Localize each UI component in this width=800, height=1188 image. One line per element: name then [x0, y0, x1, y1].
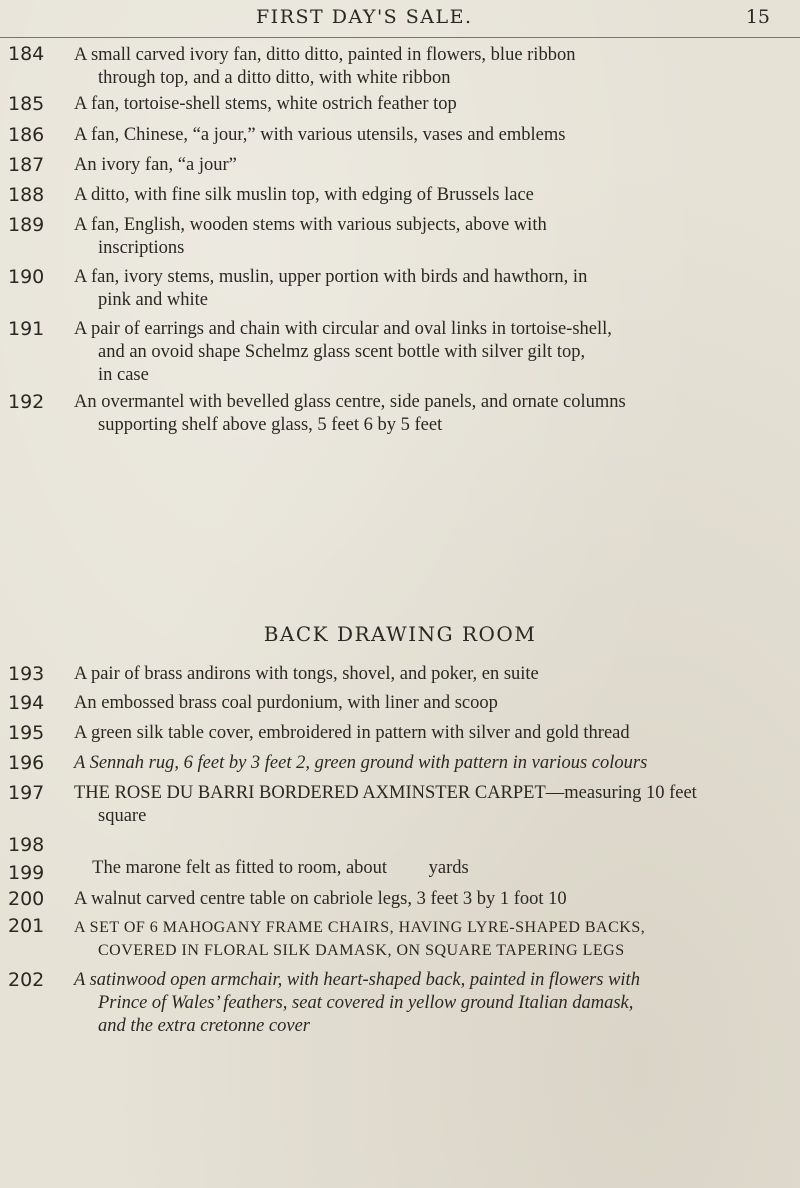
lot-description [74, 124, 790, 147]
page-header [250, 0, 790, 40]
lot-number: 189 [8, 214, 45, 236]
lot-line: A SET OF 6 MAHOGANY FRAME CHAIRS, HAVING LYRE-SHAPED BACKS, [74, 919, 646, 936]
lot-description [74, 214, 790, 260]
lot-description [74, 93, 790, 116]
lot-line: A pair of earrings and chain with circular and oval links in tortoise-shell, [74, 319, 612, 339]
lot-line: A green silk table cover, embroidered in pattern with silver and gold thread [74, 723, 630, 743]
lot-description [74, 44, 790, 90]
lot-description [74, 782, 790, 828]
lot-description [74, 752, 790, 775]
lot-number: 187 [8, 154, 45, 176]
lot-line: and the extra cretonne cover [98, 1016, 310, 1036]
lot-description [74, 663, 790, 686]
lot-line: An overmantel with bevelled glass centre, side panels, and ornate columns [74, 392, 626, 412]
lot-number: 193 [8, 663, 45, 685]
lot-line: COVERED IN FLORAL SILK DAMASK, ON SQUARE TAPERING LEGS [98, 942, 625, 959]
lot-line: THE ROSE DU BARRI BORDERED AXMINSTER CARPET—measuring 10 feet [74, 783, 697, 803]
lot-description [74, 722, 790, 745]
lot-number: 198 [8, 834, 45, 856]
lot-number: 201 [8, 915, 45, 937]
lot-line: pink and white [98, 290, 208, 310]
lot-number: 184 [8, 43, 45, 65]
lot-line: A fan, tortoise-shell stems, white ostrich feather top [74, 94, 457, 114]
lot-line: A fan, English, wooden stems with various subjects, above with [74, 215, 547, 235]
lot-line: A fan, Chinese, “a jour,” with various utensils, vases and emblems [74, 125, 566, 145]
lot-line: A fan, ivory stems, muslin, upper portion with birds and hawthorn, in [74, 267, 588, 287]
lot-number: 185 [8, 93, 45, 115]
lot-description [74, 391, 790, 437]
lot-number: 186 [8, 124, 45, 146]
lot-line: An ivory fan, “a jour” [74, 155, 237, 175]
lot-line: A small carved ivory fan, ditto ditto, painted in flowers, blue ribbon [74, 45, 576, 65]
section-heading: BACK DRAWING ROOM [263, 622, 537, 646]
lot-number: 191 [8, 318, 45, 340]
lot-line: A satinwood open armchair, with heart-shaped back, painted in flowers with [74, 970, 640, 990]
lot-number: 199 [8, 862, 45, 884]
lot-number: 192 [8, 391, 45, 413]
lot-line: An embossed brass coal purdonium, with liner and scoop [74, 693, 498, 713]
lot-line: through top, and a ditto ditto, with white ribbon [98, 68, 451, 88]
lot-line: and an ovoid shape Schelmz glass scent bottle with silver gilt top, [98, 342, 586, 362]
lot-line: in case [98, 365, 149, 385]
lot-number: 190 [8, 266, 45, 288]
lot-line: The marone felt as fitted to room, about yards [92, 858, 469, 878]
lot-line: square [98, 806, 147, 826]
lot-description [74, 969, 790, 1038]
lot-line: inscriptions [98, 238, 185, 258]
lot-description [74, 888, 790, 911]
lot-description [74, 692, 790, 715]
lot-number: 195 [8, 722, 45, 744]
running-title: FIRST DAY'S SALE. [256, 6, 473, 28]
lot-description [74, 184, 790, 207]
lot-number: 194 [8, 692, 45, 714]
lot-number: 196 [8, 752, 45, 774]
lot-line: supporting shelf above glass, 5 feet 6 by 5 feet [98, 415, 443, 435]
lot-line: A pair of brass andirons with tongs, shovel, and poker, en suite [74, 664, 539, 684]
lot-line: A ditto, with fine silk muslin top, with edging of Brussels lace [74, 185, 534, 205]
lot-description [74, 154, 790, 177]
header-rule [0, 37, 800, 38]
page-number: 15 [745, 6, 770, 28]
lot-description [74, 318, 790, 387]
lot-line: A walnut carved centre table on cabriole legs, 3 feet 3 by 1 foot 10 [74, 889, 567, 909]
lot-line: A Sennah rug, 6 feet by 3 feet 2, green ground with pattern in various colours [74, 753, 648, 773]
lot-number: 197 [8, 782, 45, 804]
lot-number: 200 [8, 888, 45, 910]
lot-number: 202 [8, 969, 45, 991]
lot-number: 188 [8, 184, 45, 206]
lot-line: Prince of Wales’ feathers, seat covered in yellow ground Italian damask, [98, 993, 634, 1013]
lot-description [74, 916, 790, 962]
lot-description [74, 266, 790, 312]
